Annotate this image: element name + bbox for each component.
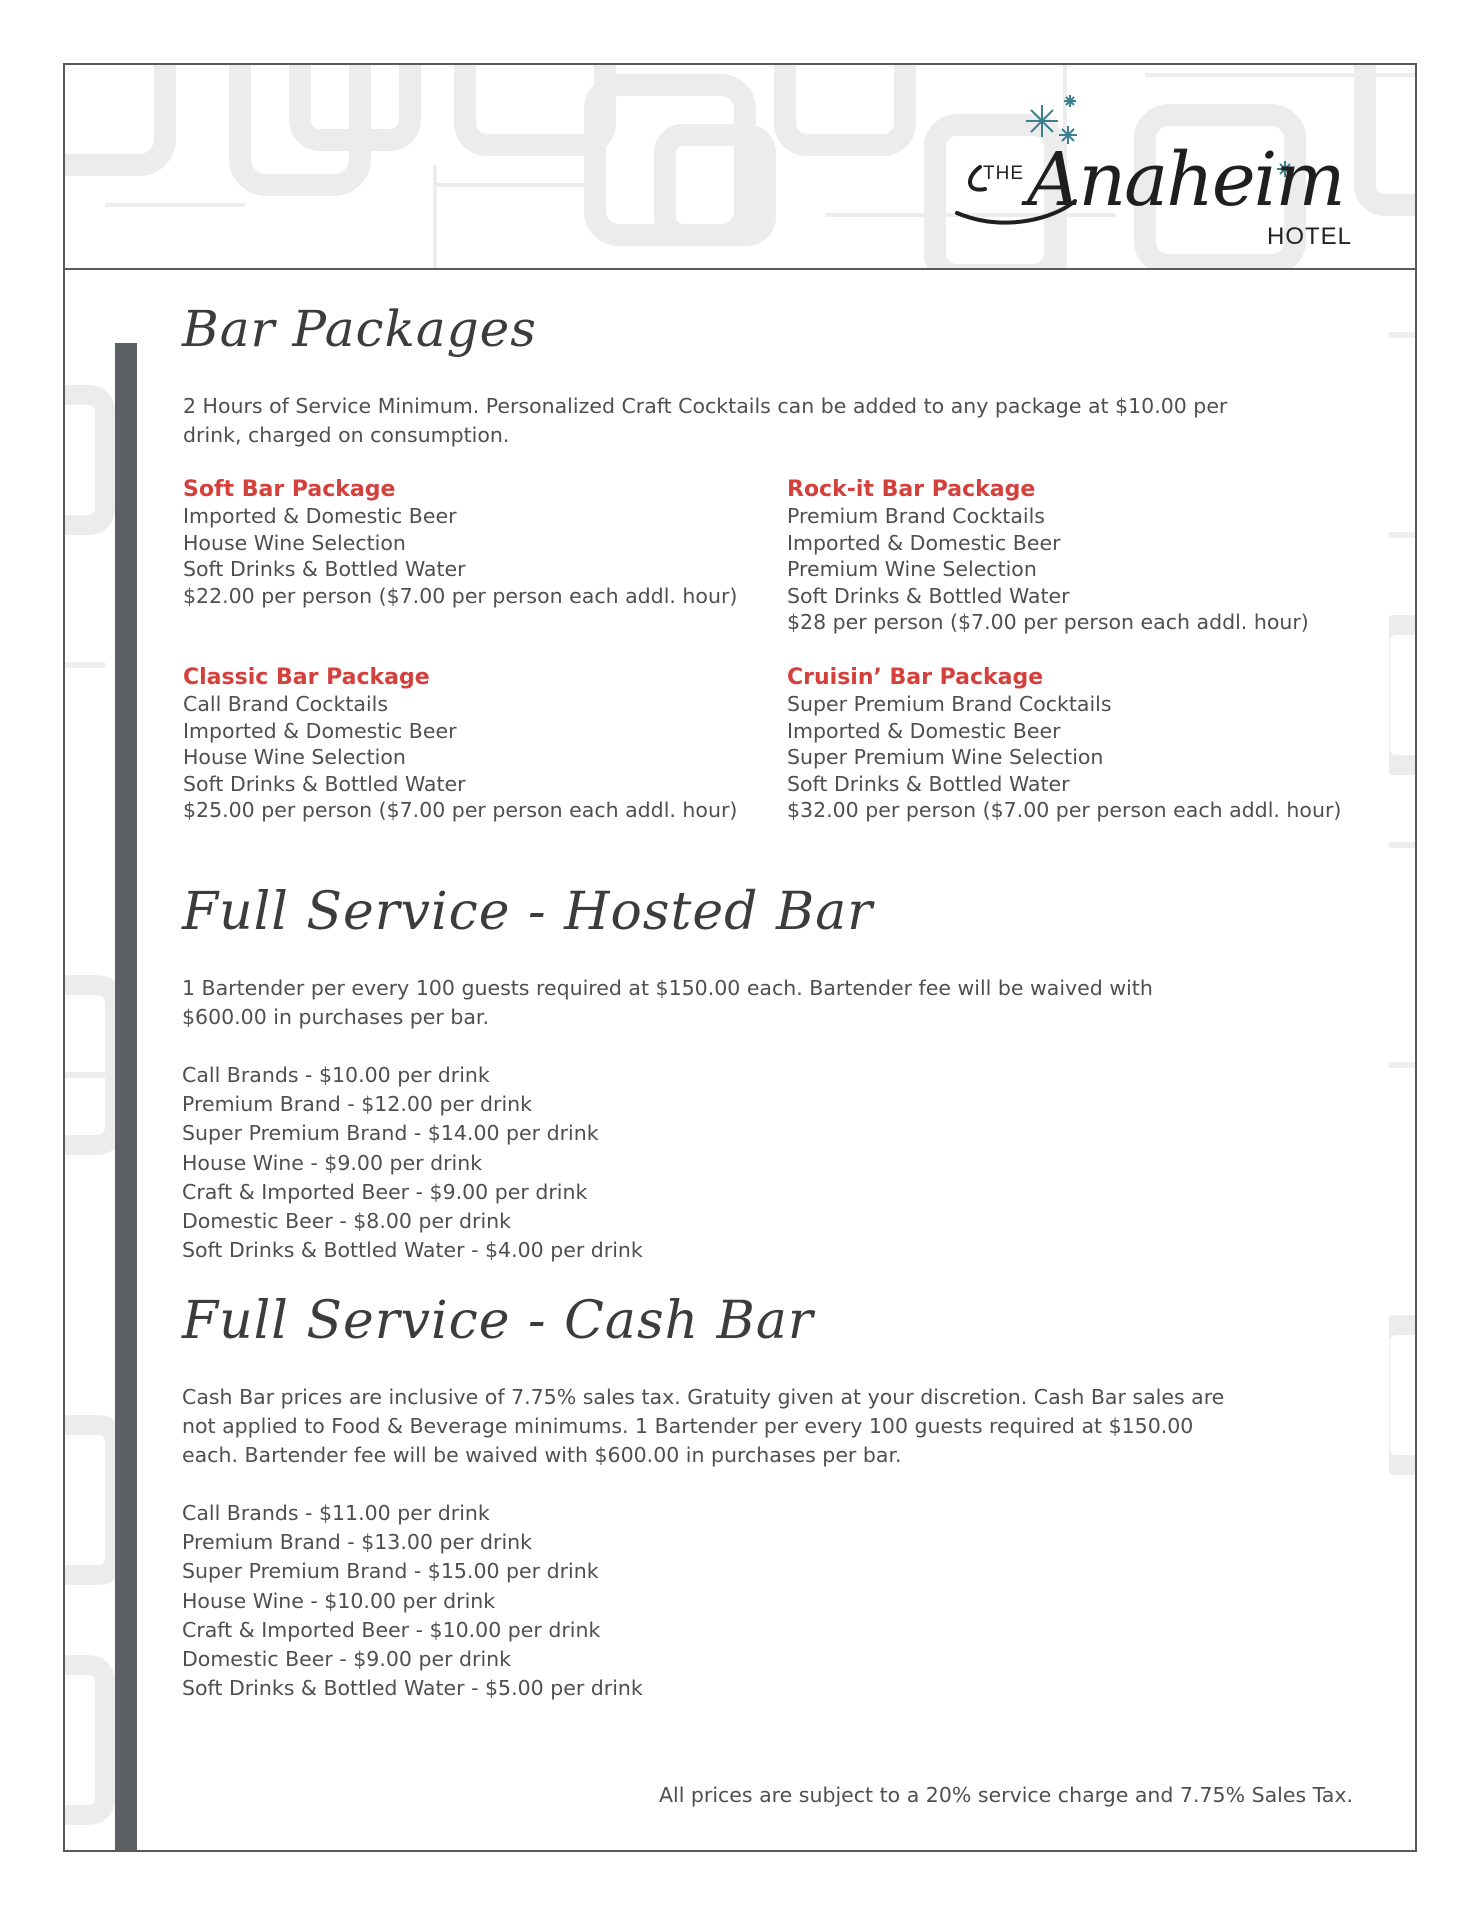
- page-frame: [63, 63, 1417, 1852]
- package-line: House Wine Selection: [183, 530, 406, 555]
- package-price: $32.00 per person ($7.00 per person each addl. hour): [787, 798, 1342, 822]
- price-item: Soft Drinks & Bottled Water - $5.00 per drink: [182, 1676, 643, 1701]
- package-line: Super Premium Wine Selection: [787, 745, 1104, 769]
- package-title: Classic Bar Package: [183, 665, 430, 690]
- package-title: Cruisin’ Bar Package: [787, 665, 1044, 690]
- price-item: House Wine - $10.00 per drink: [182, 1588, 496, 1613]
- soft-bar-package: [183, 476, 737, 609]
- cash-bar-heading: Full Service - Cash Bar: [182, 1291, 814, 1351]
- package-line: House Wine Selection: [183, 745, 406, 769]
- price-item: Call Brands - $10.00 per drink: [182, 1063, 490, 1087]
- cruisin-bar-package: [787, 664, 1341, 824]
- left-accent-bar: [115, 343, 137, 1852]
- hosted-bar-price-list: [182, 1061, 643, 1265]
- classic-bar-package: [183, 664, 737, 824]
- price-item: Domestic Beer - $8.00 per drink: [182, 1209, 512, 1234]
- price-item: Super Premium Brand - $14.00 per drink: [182, 1121, 599, 1146]
- package-price: $28 per person ($7.00 per person each addl. hour): [787, 610, 1309, 634]
- price-item: Soft Drinks & Bottled Water - $4.00 per drink: [182, 1238, 643, 1263]
- logo-the: THE: [983, 163, 1024, 184]
- package-price: $22.00 per person ($7.00 per person each addl. hour): [183, 583, 738, 608]
- package-line: Premium Brand Cocktails: [787, 504, 1045, 528]
- price-item: House Wine - $9.00 per drink: [182, 1150, 483, 1175]
- cash-bar-price-list: [182, 1499, 643, 1703]
- anaheim-hotel-logo: [945, 83, 1385, 263]
- package-line: Imported & Domestic Beer: [183, 718, 457, 743]
- cash-bar-intro: Cash Bar prices are inclusive of 7.75% sales tax. Gratuity given at your discretion. Cash Bar sales are not applied to Food & Beverage minimums. 1 Bartender per every 100 guests required at $150.00 each. Bartender fee will be waived with $600.00 in purchases per bar.: [182, 1385, 1225, 1467]
- package-line: Call Brand Cocktails: [183, 692, 389, 716]
- package-line: Soft Drinks & Bottled Water: [183, 771, 466, 796]
- pricing-footnote: All prices are subject to a 20% service charge and 7.75% Sales Tax.: [658, 1783, 1353, 1807]
- package-line: Soft Drinks & Bottled Water: [183, 557, 466, 581]
- logo-name: Anaheim: [1027, 137, 1344, 223]
- package-line: Imported & Domestic Beer: [787, 718, 1061, 743]
- package-line: Imported & Domestic Beer: [183, 504, 457, 528]
- hosted-bar-intro: 1 Bartender per every 100 guests required at $150.00 each. Bartender fee will be waived with $600.00 in purchases per bar.: [182, 976, 1153, 1029]
- package-title: Soft Bar Package: [183, 477, 396, 502]
- package-line: Soft Drinks & Bottled Water: [787, 771, 1070, 796]
- price-item: Super Premium Brand - $15.00 per drink: [182, 1559, 599, 1584]
- price-item: Call Brands - $11.00 per drink: [182, 1501, 490, 1525]
- hosted-bar-heading: Full Service - Hosted Bar: [182, 882, 874, 942]
- package-line: Premium Wine Selection: [787, 557, 1037, 581]
- package-title: Rock-it Bar Package: [787, 477, 1036, 502]
- price-item: Premium Brand - $13.00 per drink: [182, 1530, 533, 1555]
- logo-hotel: HOTEL: [1267, 223, 1353, 250]
- package-line: Super Premium Brand Cocktails: [787, 692, 1112, 716]
- rock-it-bar-package: [787, 476, 1309, 636]
- price-item: Craft & Imported Beer - $10.00 per drink: [182, 1617, 601, 1642]
- package-price: $25.00 per person ($7.00 per person each addl. hour): [183, 798, 738, 822]
- package-line: Imported & Domestic Beer: [787, 530, 1061, 555]
- price-item: Premium Brand - $12.00 per drink: [182, 1092, 533, 1117]
- price-item: Craft & Imported Beer - $9.00 per drink: [182, 1179, 588, 1204]
- bar-packages-heading: Bar Packages: [182, 300, 537, 358]
- price-item: Domestic Beer - $9.00 per drink: [182, 1647, 512, 1672]
- bar-packages-intro: 2 Hours of Service Minimum. Personalized Craft Cocktails can be added to any package at $10.00 per drink, charged on consumption.: [183, 394, 1228, 447]
- package-line: Soft Drinks & Bottled Water: [787, 583, 1070, 608]
